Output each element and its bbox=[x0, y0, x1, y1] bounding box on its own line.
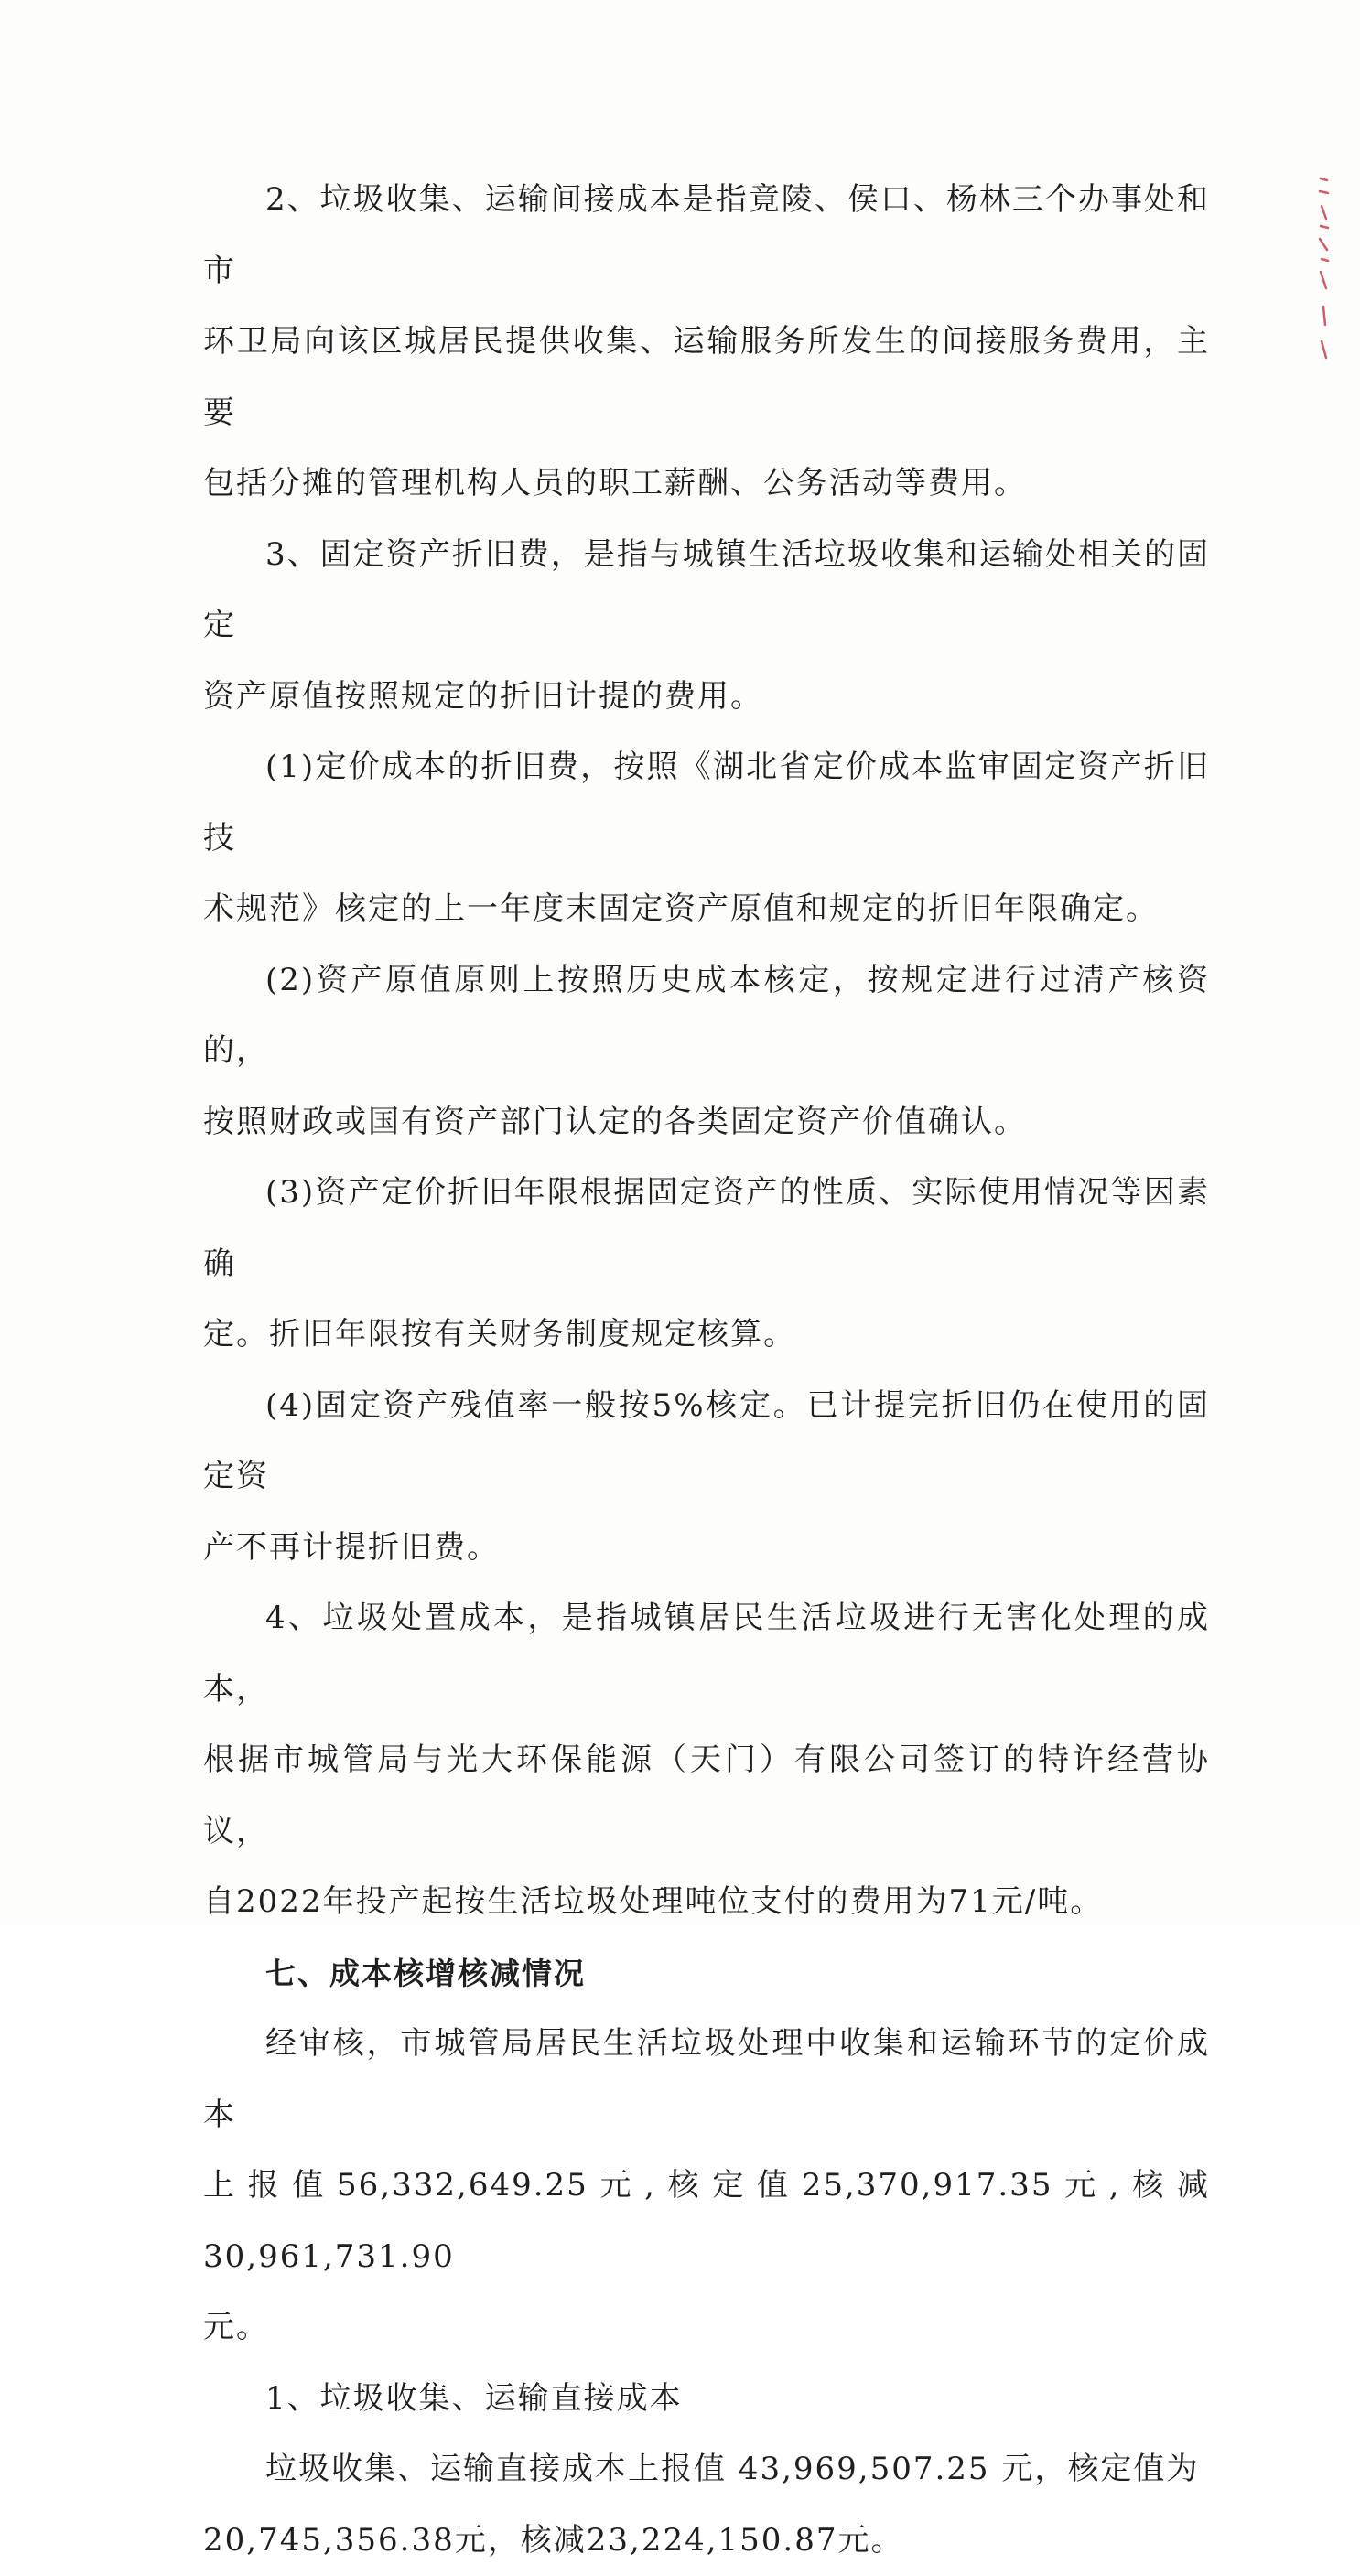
text-line: 1、垃圾收集、运输直接成本 bbox=[203, 2364, 1210, 2435]
text-line: (3)资产定价折旧年限根据固定资产的性质、实际使用情况等因素确 bbox=[203, 1158, 1210, 1299]
scan-margin-mark bbox=[1322, 178, 1334, 361]
text-line: (4)固定资产残值率一般按5%核定。已计提完折旧仍在使用的固定资 bbox=[203, 1371, 1210, 1513]
text-line: 环卫局向该区城居民提供收集、运输服务所发生的间接服务费用，主要 bbox=[203, 307, 1210, 448]
paragraph-depreciation-item-3 bbox=[203, 1158, 1210, 1371]
text-line: 4、垃圾处置成本，是指城镇居民生活垃圾进行无害化处理的成本， bbox=[203, 1583, 1210, 1725]
text-line: 元。 bbox=[203, 2292, 1210, 2364]
paragraph-depreciation-item-4 bbox=[203, 1371, 1210, 1584]
text-line: 自2022年投产起按生活垃圾处理吨位支付的费用为71元/吨。 bbox=[203, 1867, 1210, 1938]
text-line: (1)定价成本的折旧费，按照《湖北省定价成本监审固定资产折旧技 bbox=[203, 732, 1210, 874]
paragraph-depreciation-item-2 bbox=[203, 945, 1210, 1159]
text-line: 20,745,356.38元，核减23,224,150.87元。 bbox=[203, 2506, 1210, 2576]
text-line: 3、固定资产折旧费，是指与城镇生活垃圾收集和运输处相关的固定 bbox=[203, 520, 1210, 662]
text-line: 垃圾收集、运输直接成本上报值 43,969,507.25 元，核定值为 bbox=[203, 2434, 1210, 2506]
paragraph-depreciation-item-1 bbox=[203, 732, 1210, 945]
section-heading: 七、成本核增核减情况 bbox=[203, 1938, 1210, 2010]
paragraph-direct-cost-values bbox=[203, 2434, 1210, 2576]
text-line: 包括分摊的管理机构人员的职工薪酬、公务活动等费用。 bbox=[203, 448, 1210, 520]
text-line: 2、垃圾收集、运输间接成本是指竟陵、侯口、杨林三个办事处和市 bbox=[203, 165, 1210, 307]
text-line: 资产原值按照规定的折旧计提的费用。 bbox=[203, 662, 1210, 733]
paragraph-direct-cost-title bbox=[203, 2364, 1210, 2435]
text-line: 产不再计提折旧费。 bbox=[203, 1513, 1210, 1584]
text-line: 根据市城管局与光大环保能源（天门）有限公司签订的特许经营协议， bbox=[203, 1725, 1210, 1867]
text-line: 定。折旧年限按有关财务制度规定核算。 bbox=[203, 1299, 1210, 1371]
red-margin-stamp-icon bbox=[1318, 178, 1331, 361]
document-body bbox=[203, 165, 1210, 2576]
paragraph-depreciation bbox=[203, 520, 1210, 733]
text-line: 按照财政或国有资产部门认定的各类固定资产价值确认。 bbox=[203, 1087, 1210, 1159]
text-line: 经审核，市城管局居民生活垃圾处理中收集和运输环节的定价成本 bbox=[203, 2009, 1210, 2150]
paragraph-disposal-cost bbox=[203, 1583, 1210, 1938]
paragraph-indirect-cost bbox=[203, 165, 1210, 520]
paragraph-audit-summary bbox=[203, 2009, 1210, 2364]
text-line: 上报值56,332,649.25元,核定值25,370,917.35元,核减30,961,731.90 bbox=[203, 2150, 1210, 2292]
text-line: 术规范》核定的上一年度末固定资产原值和规定的折旧年限确定。 bbox=[203, 874, 1210, 945]
text-line: (2)资产原值原则上按照历史成本核定，按规定进行过清产核资的， bbox=[203, 945, 1210, 1087]
